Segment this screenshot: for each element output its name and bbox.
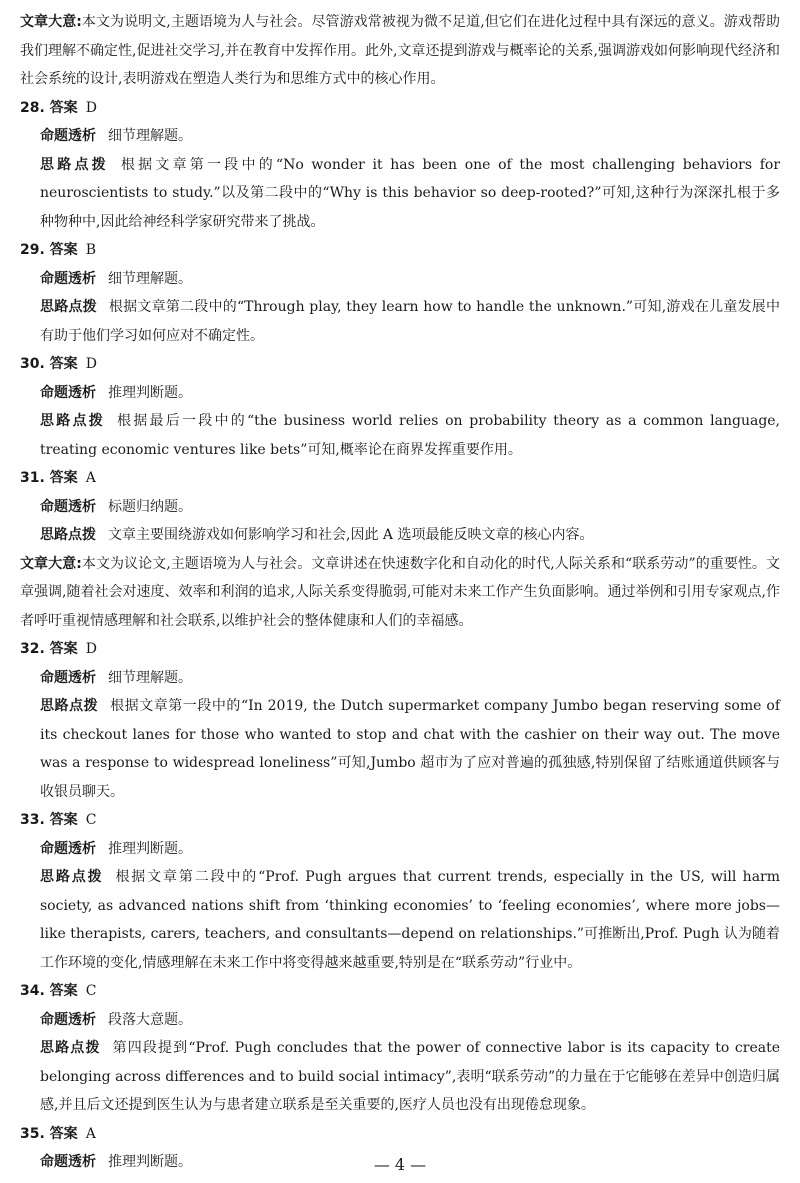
hint-text: 根据文章第一段中的“No wonder it has been one of the most challenging behaviors for neuroscientists to study.”以及第二段中的“Why is this behavior so deep-rooted?”可知,这种行为深深扎根于多种物种中,因此给神经科学家研究带来了挑战。 — [40, 156, 781, 230]
analysis-text: 标题归纳题。 — [108, 498, 192, 515]
analysis-label: 命题透析 — [40, 128, 96, 144]
question-number: 33. 答案 — [20, 812, 78, 828]
analysis-label: 命题透析 — [40, 1154, 96, 1170]
answer-letter: D — [85, 99, 97, 116]
answer-letter: B — [85, 242, 96, 258]
hint-label: 思路点拨 — [40, 1040, 101, 1056]
summary-label: 文章大意: — [20, 14, 82, 30]
question-34 — [20, 977, 780, 1120]
question-number: 34. 答案 — [20, 983, 78, 999]
hint-label: 思路点拨 — [40, 156, 109, 173]
question-30 — [20, 350, 780, 464]
answer-letter: A — [85, 1125, 96, 1142]
question-number: 29. 答案 — [20, 242, 78, 258]
analysis-label: 命题透析 — [40, 669, 96, 686]
hint-text: 文章主要围绕游戏如何影响学习和社会,因此 A 选项最能反映文章的核心内容。 — [108, 527, 594, 543]
hint-text: 根据文章第二段中的“Prof. Pugh argues that current trends, especially in the US, will harm society, as advanced nations shift from ‘thinking economies’ to ‘feeling economies’, where more jobs—like therapists, carers, teachers, and consultants—depend on relationships.”可推断出,Prof. Pugh 认为随着工作环境的变化,情感理解在未来工作中将变得越来越重要,特别是在“联系劳动”行业中。 — [40, 869, 781, 971]
question-31 — [20, 464, 780, 550]
summary-text: 本文为议论文,主题语境为人与社会。文章讲述在快速数字化和自动化的时代,人际关系和“联系劳动”的重要性。文章强调,随着社会对速度、效率和利润的追求,人际关系变得脆弱,可能对未来工作产生负面影响。通过举例和引用专家观点,作者呼吁重视情感理解和社会联系,以维护社会的整体健康和人们的幸福感。 — [20, 555, 780, 629]
answer-letter: D — [85, 641, 97, 657]
hint-text: 根据文章第二段中的“Through play, they learn how to handle the unknown.”可知,游戏在儿童发展中有助于他们学习如何应对不确定性。 — [40, 299, 780, 344]
analysis-label: 命题透析 — [40, 1011, 96, 1028]
question-33 — [20, 806, 780, 977]
answer-letter: C — [85, 983, 97, 999]
page-number: — 4 — — [373, 1155, 427, 1174]
hint-label: 思路点拨 — [40, 527, 96, 543]
question-number: 32. 答案 — [20, 641, 78, 657]
summary-label: 文章大意: — [20, 555, 82, 572]
analysis-text: 推理判断题。 — [108, 1154, 192, 1170]
question-number: 30. 答案 — [20, 356, 78, 372]
analysis-label: 命题透析 — [40, 384, 96, 401]
hint-text: 根据文章第一段中的“In 2019, the Dutch supermarket company Jumbo began reserving some of its checkout lanes for those who wanted to stop and chat with the cashier on their way out. The move was a response to widespread loneliness”可知,Jumbo 超市为了应对普遍的孤独感,特别保留了结账通道供顾客与收银员聊天。 — [40, 698, 780, 800]
hint-text: 第四段提到“Prof. Pugh concludes that the power of connective labor is its capacity to create belonging across differences and to build social intimacy”,表明“联系劳动”的力量在于它能够在差异中创造归属感,并且后文还提到医生认为与患者建立联系是至关重要的,医疗人员也没有出现倦怠现象。 — [40, 1040, 780, 1113]
summary-passage-1 — [20, 8, 780, 94]
analysis-label: 命题透析 — [40, 270, 96, 287]
hint-label: 思路点拨 — [40, 698, 99, 714]
answer-letter: C — [85, 812, 97, 828]
hint-label: 思路点拨 — [40, 869, 104, 885]
question-29 — [20, 236, 780, 350]
summary-text: 本文为说明文,主题语境为人与社会。尽管游戏常被视为微不足道,但它们在进化过程中具有深远的意义。游戏帮助我们理解不确定性,促进社交学习,并在教育中发挥作用。此外,文章还提到游戏与概率论的关系,强调游戏如何影响现代经济和社会系统的设计,表明游戏在塑造人类行为和思维方式中的核心作用。 — [20, 14, 780, 87]
hint-label: 思路点拨 — [40, 413, 105, 429]
answer-letter: D — [85, 356, 97, 372]
question-number: 35. 答案 — [20, 1125, 78, 1142]
summary-passage-2 — [20, 550, 780, 636]
question-28 — [20, 94, 780, 237]
question-number: 28. 答案 — [20, 99, 78, 116]
analysis-text: 细节理解题。 — [108, 669, 192, 686]
hint-label: 思路点拨 — [40, 299, 97, 315]
analysis-text: 细节理解题。 — [108, 270, 192, 287]
analysis-label: 命题透析 — [40, 840, 96, 857]
analysis-text: 细节理解题。 — [108, 128, 192, 144]
analysis-text: 推理判断题。 — [108, 384, 192, 401]
analysis-label: 命题透析 — [40, 498, 96, 515]
question-32 — [20, 635, 780, 806]
analysis-text: 推理判断题。 — [108, 840, 192, 857]
hint-text: 根据最后一段中的“the business world relies on probability theory as a common language, treating economic ventures like bets”可知,概率论在商界发挥重要作用。 — [40, 413, 781, 458]
answer-letter: A — [85, 470, 96, 486]
analysis-text: 段落大意题。 — [108, 1011, 192, 1028]
question-number: 31. 答案 — [20, 470, 78, 486]
